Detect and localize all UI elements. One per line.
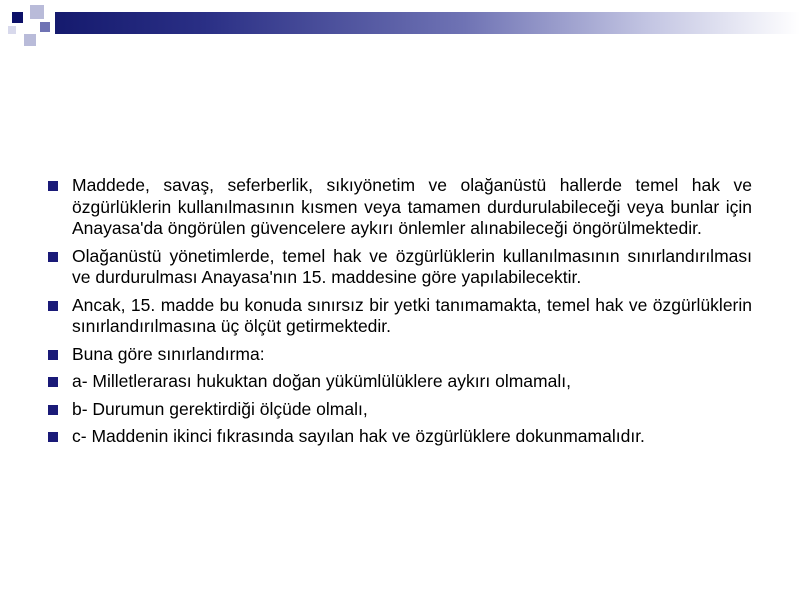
- decor-square-mid: [40, 22, 50, 32]
- bullet-item: [48, 295, 752, 338]
- decor-square-dark: [12, 12, 23, 23]
- bullet-text: a- Milletlerarası hukuktan doğan yükümlülüklere aykırı olmamalı,: [72, 371, 571, 391]
- square-bullet-icon: [48, 432, 58, 442]
- bullet-text: Maddede, savaş, seferberlik, sıkıyönetim ve olağanüstü hallerde temel hak ve özgürlüklerin kullanılmasının kısmen veya tamamen durdurulabileceği veya bunlar için Anayasa'da öngörülen güvencelere aykırı önlemler alınabileceği öngörülmektedir.: [72, 175, 752, 238]
- bullet-item: [48, 246, 752, 289]
- header-gradient-band: [55, 12, 800, 34]
- square-bullet-icon: [48, 405, 58, 415]
- bullet-item: [48, 371, 752, 393]
- bullet-item: [48, 426, 752, 448]
- decor-square-light: [30, 5, 44, 19]
- square-bullet-icon: [48, 181, 58, 191]
- bullet-text: b- Durumun gerektirdiği ölçüde olmalı,: [72, 398, 368, 419]
- bullet-item: [48, 399, 752, 421]
- square-bullet-icon: [48, 252, 58, 262]
- bullet-item: [48, 344, 752, 366]
- bullet-text: c- Maddenin ikinci fıkrasında sayılan hak ve özgürlüklere dokunmamalıdır.: [72, 426, 645, 446]
- square-bullet-icon: [48, 301, 58, 311]
- decor-square-faint: [8, 26, 16, 34]
- bullet-list: [48, 175, 752, 448]
- bullet-text: Olağanüstü yönetimlerde, temel hak ve özgürlüklerin kullanılmasının sınırlandırılması ve durdurulması Anayasa'nın 15. maddesine göre yapılabilecektir.: [72, 245, 752, 287]
- square-bullet-icon: [48, 350, 58, 360]
- bullet-item: [48, 175, 752, 240]
- square-bullet-icon: [48, 377, 58, 387]
- bullet-text: Buna göre sınırlandırma:: [72, 343, 265, 364]
- slide-content: [48, 175, 752, 454]
- bullet-text: Ancak, 15. madde bu konuda sınırsız bir yetki tanımamakta, temel hak ve özgürlüklerin sınırlandırılmasına üç ölçüt getirmektedir.: [72, 294, 752, 336]
- decor-square-light: [24, 34, 36, 46]
